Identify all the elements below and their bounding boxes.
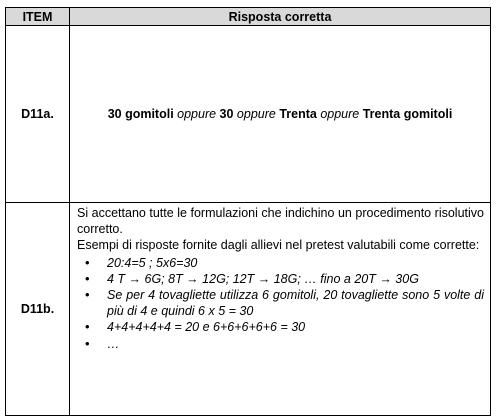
table-header-row	[6, 8, 491, 26]
answer-part: Trenta gomitoli	[362, 107, 453, 121]
list-item: • Se per 4 tovagliette utilizza 6 gomitoli, 20 tovagliette sono 5 volte di più di 4 e quindi 6 x 5 = 30	[107, 287, 484, 319]
acceptance-note: Si accettano tutte le formulazioni che indichino un procedimento risolutivo corretto.	[77, 206, 484, 237]
table-row	[6, 26, 491, 203]
list-item: • 4 T → 6G; 8T → 12G; 12T → 18G; … fino a 20T → 30G	[107, 271, 484, 287]
answer-part: oppure	[173, 107, 220, 121]
list-item: • 4+4+4+4+4 = 20 e 6+6+6+6+6 = 30	[107, 319, 484, 335]
answer-part: Trenta	[279, 107, 317, 121]
answer-table	[5, 7, 491, 416]
header-answer: Risposta corretta	[70, 8, 491, 26]
answer-part: 30 gomitoli	[107, 107, 174, 121]
answer-part: oppure	[316, 107, 363, 121]
list-item: • …	[107, 336, 484, 352]
answer-part: oppure	[233, 107, 280, 121]
table-row	[6, 203, 491, 416]
correct-answer	[70, 26, 491, 203]
correct-answer	[70, 203, 491, 416]
item-code: D11a.	[6, 26, 70, 203]
examples-list	[77, 255, 484, 352]
examples-intro: Esempi di risposte fornite dagli allievi nel pretest valutabili come corrette:	[77, 238, 480, 253]
header-item: ITEM	[6, 8, 70, 26]
list-item: • 20:4=5 ; 5x6=30	[107, 255, 484, 271]
answer-part: 30	[219, 107, 234, 121]
item-code: D11b.	[6, 203, 70, 416]
